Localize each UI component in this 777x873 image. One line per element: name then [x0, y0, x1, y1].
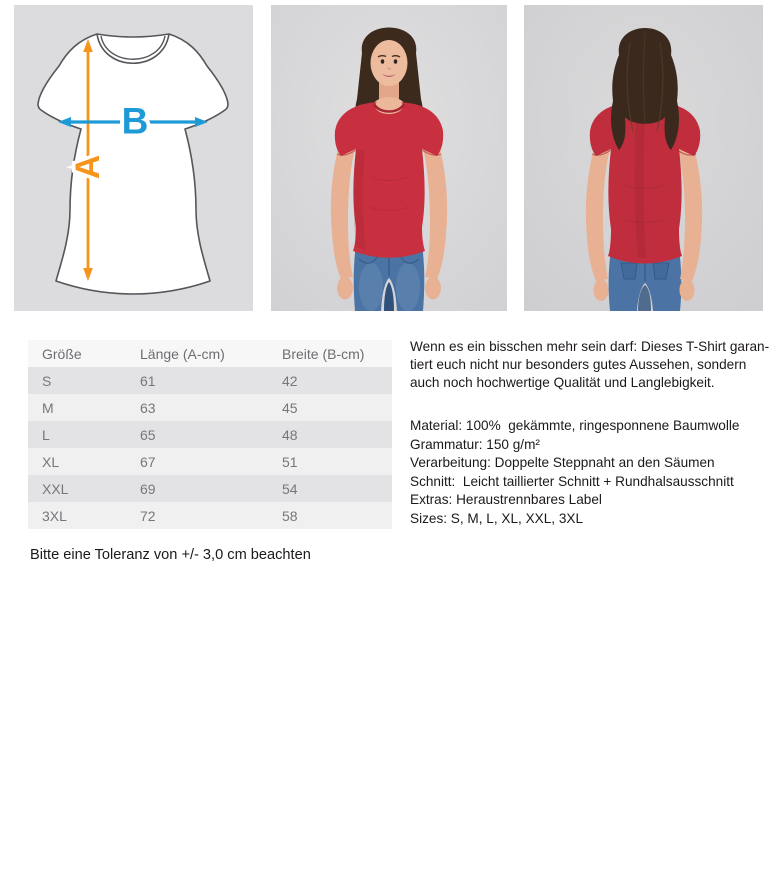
length-cell: 69 — [140, 480, 156, 497]
table-row — [28, 475, 392, 502]
tshirt-measurement-diagram — [14, 5, 253, 311]
description-specs — [410, 417, 774, 528]
length-cell: 67 — [140, 453, 156, 470]
spec-sizes: Sizes: S, M, L, XL, XXL, 3XL — [410, 510, 584, 526]
description-intro — [410, 338, 774, 392]
tolerance-note: Bitte eine Toleranz von +/- 3,0 cm beachten — [30, 547, 311, 563]
table-row — [28, 448, 392, 475]
size-cell: XXL — [42, 480, 69, 497]
intro-line: Wenn es ein bisschen mehr sein darf: Dieses T-Shirt garan- — [410, 339, 770, 354]
table-row — [28, 367, 392, 394]
column-header-length: Länge (A-cm) — [140, 345, 225, 362]
size-diagram-panel — [14, 5, 253, 311]
size-cell: S — [42, 372, 52, 389]
width-label-b: B — [121, 100, 149, 142]
width-cell: 45 — [282, 399, 298, 416]
size-cell: XL — [42, 453, 60, 470]
table-row — [28, 421, 392, 448]
model-front-photo — [271, 5, 507, 311]
length-cell: 61 — [140, 372, 156, 389]
size-cell: L — [42, 426, 50, 443]
length-cell: 72 — [140, 507, 156, 524]
table-row — [28, 502, 392, 529]
size-table — [28, 340, 392, 529]
face — [371, 40, 408, 86]
model-front-illustration — [271, 5, 507, 311]
intro-line: tiert euch nicht nur besonders gutes Aussehen, sondern — [410, 357, 747, 372]
width-cell: 58 — [282, 507, 298, 524]
model-back-illustration — [524, 5, 763, 311]
size-cell: M — [42, 399, 54, 416]
width-cell: 54 — [282, 480, 298, 497]
spec-grammatur: Grammatur: 150 g/m² — [410, 436, 540, 452]
length-label-a: A — [69, 154, 107, 180]
intro-line: auch noch hochwertige Qualität und Langlebigkeit. — [410, 375, 715, 390]
spec-verarbeitung: Verarbeitung: Doppelte Steppnaht an den Säumen — [410, 455, 715, 470]
size-cell: 3XL — [42, 507, 67, 524]
product-description — [410, 338, 774, 528]
spec-material: Material: 100% gekämmte, ringesponnene Baumwolle — [410, 418, 740, 433]
length-cell: 65 — [140, 426, 156, 443]
column-header-width: Breite (B-cm) — [282, 345, 365, 362]
length-cell: 63 — [140, 399, 156, 416]
width-cell: 42 — [282, 372, 298, 389]
width-cell: 48 — [282, 426, 298, 443]
column-header-size: Größe — [42, 345, 82, 362]
model-back-photo — [524, 5, 763, 311]
table-row — [28, 394, 392, 421]
spec-schnitt: Schnitt: Leicht taillierter Schnitt + Rundhalsausschnitt — [410, 473, 734, 489]
size-table-header-row — [28, 340, 392, 367]
spec-extras: Extras: Heraustrennbares Label — [410, 492, 602, 507]
width-cell: 51 — [282, 453, 298, 470]
